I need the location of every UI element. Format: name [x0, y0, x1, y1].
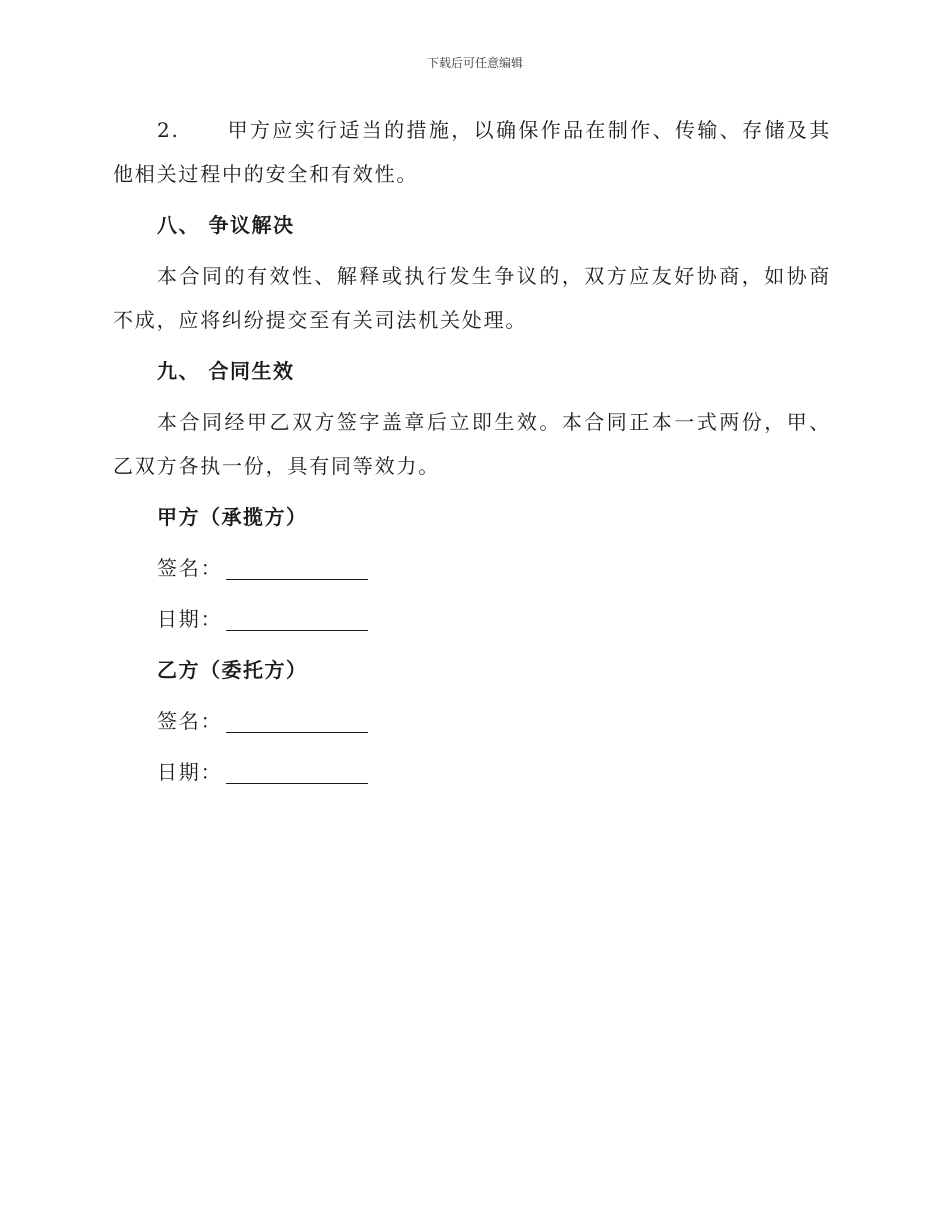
- clause-2-text: 甲方应实行适当的措施，以确保作品在制作、传输、存储及其他相关过程中的安全和有效性。: [113, 118, 831, 186]
- clause-2-number: 2.: [157, 118, 180, 142]
- section-8-heading: 八、 争议解决: [157, 213, 295, 237]
- party-a-heading: 甲方（承揽方）: [157, 505, 308, 529]
- section-8-paragraph: 本合同的有效性、解释或执行发生争议的，双方应友好协商，如协商不成，应将纠纷提交至有关司法机关处理。: [113, 264, 831, 332]
- section-9-heading: 九、 合同生效: [157, 359, 295, 383]
- clause-2-paragraph: [113, 108, 831, 196]
- party-b-date-blank[interactable]: [226, 757, 368, 784]
- party-a-date-line: [113, 597, 831, 641]
- party-a-date-blank[interactable]: [226, 604, 368, 631]
- party-b-sign-label: 签名：: [157, 709, 223, 733]
- party-b-heading: 乙方（委托方）: [157, 658, 308, 682]
- party-b-date-label: 日期：: [157, 760, 223, 784]
- party-a-date-label: 日期：: [157, 607, 223, 631]
- party-a-sign-label: 签名：: [157, 556, 223, 580]
- party-b-sign-blank[interactable]: [226, 706, 368, 733]
- party-b-date-line: [113, 750, 831, 794]
- party-b-signature-line: [113, 699, 831, 743]
- section-9-paragraph: 本合同经甲乙双方签字盖章后立即生效。本合同正本一式两份，甲、乙双方各执一份，具有同等效力。: [113, 410, 831, 478]
- page-header: 下载后可任意编辑: [426, 56, 523, 70]
- party-a-signature-line: [113, 546, 831, 590]
- document-body: [113, 108, 831, 801]
- party-a-sign-blank[interactable]: [226, 553, 368, 580]
